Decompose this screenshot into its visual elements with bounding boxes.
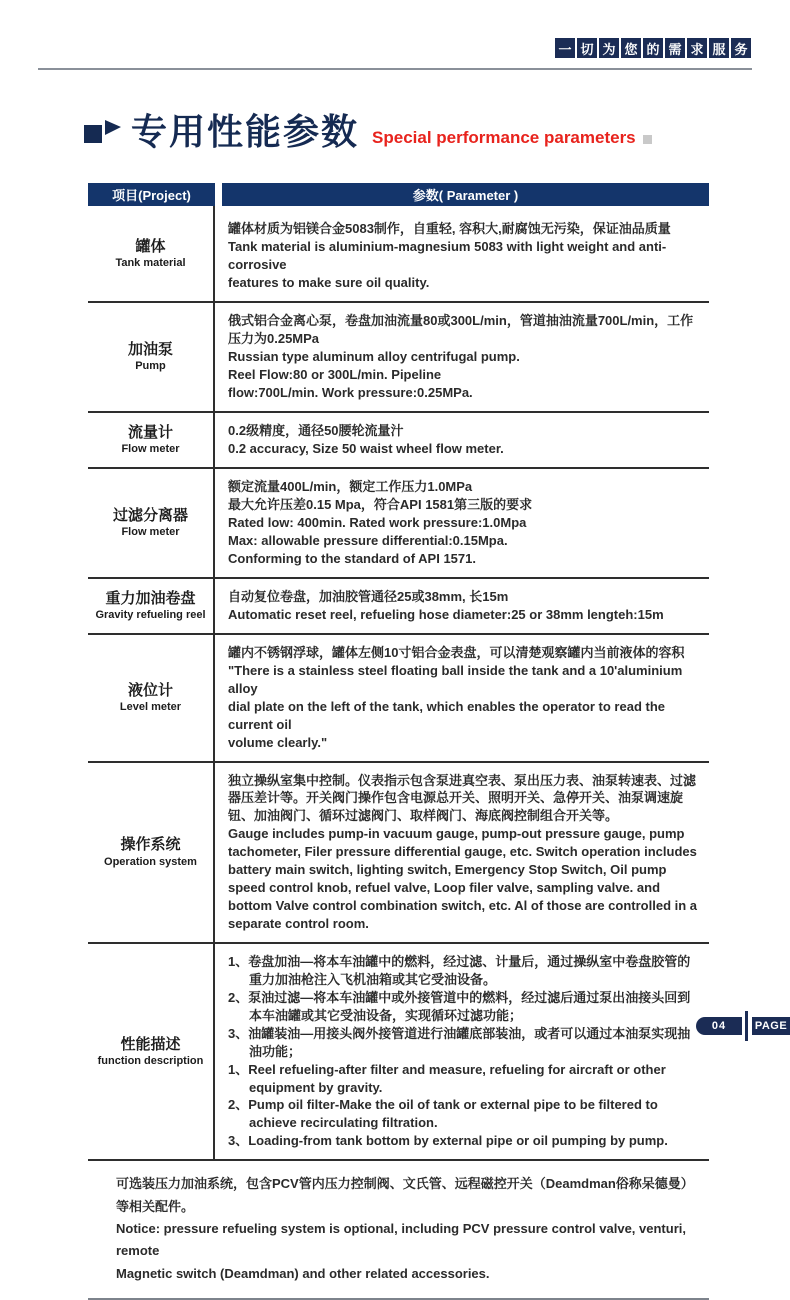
top-divider bbox=[38, 68, 752, 70]
notice-line: Magnetic switch (Deamdman) and other related accessories. bbox=[116, 1265, 490, 1281]
flag-icon bbox=[84, 117, 121, 150]
banner-char: 为 bbox=[599, 38, 619, 58]
row-parameter bbox=[215, 413, 709, 467]
row-line: 0.2 accuracy, Size 50 waist wheel flow meter. bbox=[228, 440, 504, 456]
page-badge bbox=[696, 1011, 790, 1041]
banner-char: 需 bbox=[665, 38, 685, 58]
row-line: 0.2级精度，通径50腰轮流量汁 bbox=[228, 422, 404, 438]
table-row-flow-meter bbox=[88, 413, 709, 469]
row-item: 1、卷盘加油—将本车油罐中的燃料，经过滤、计量后，通过操纵室中卷盘胶管的重力加油枪注入飞机油箱或其它受油设备。 bbox=[228, 953, 691, 987]
row-label-en: Tank material bbox=[115, 257, 186, 270]
page-number: 04 bbox=[696, 1017, 742, 1035]
row-item: 2、泵油过滤—将本车油罐中或外接管道中的燃料，经过滤后通过泵出油接头回到本车油罐或其它受油设备，实现循环过滤功能； bbox=[228, 989, 691, 1023]
table-header-project: 项目(Project) bbox=[88, 183, 215, 206]
notice-line: Notice: pressure refueling system is optional, including PCV pressure control valve, venturi, remote bbox=[116, 1220, 686, 1259]
table-row-tank-material bbox=[88, 206, 709, 303]
row-parameter bbox=[215, 469, 709, 577]
row-line: flow:700L/min. Work pressure:0.25MPa. bbox=[228, 384, 473, 400]
square-bullet-icon bbox=[643, 135, 652, 144]
main-content bbox=[88, 183, 709, 1300]
spec-table bbox=[88, 183, 709, 1161]
row-label bbox=[88, 469, 215, 577]
row-line: 额定流量400L/min，额定工作压力1.0MPa bbox=[228, 478, 473, 494]
table-row-gravity-reel bbox=[88, 579, 709, 635]
table-row-operation-system bbox=[88, 763, 709, 944]
row-label-zh: 液位计 bbox=[127, 681, 173, 699]
banner-char: 服 bbox=[709, 38, 729, 58]
row-item: 3、Loading-from tank bottom by external pipe or oil pumping by pump. bbox=[228, 1133, 668, 1149]
row-label-en: function description bbox=[97, 1055, 204, 1068]
row-line: Max: allowable pressure differential:0.15Mpa. bbox=[228, 532, 508, 548]
banner-char: 求 bbox=[687, 38, 707, 58]
row-parameter bbox=[215, 303, 709, 411]
row-label bbox=[88, 635, 215, 761]
row-line: 罐内不锈钢浮球，罐体左侧10寸铝合金表盘，可以清楚观察罐内当前液体的容积 bbox=[228, 644, 685, 660]
row-line: 俄式铝合金离心泵，卷盘加油流量80或300L/min，管道抽油流量700L/min，工作压力为0.25MPa bbox=[228, 312, 694, 346]
section-title bbox=[84, 111, 652, 152]
row-line: volume clearly." bbox=[228, 734, 328, 750]
banner-char: 您 bbox=[621, 38, 641, 58]
row-line: 独立操纵室集中控制。仪表指示包含泵进真空表、泵出压力表、油泵转速表、过滤器压差计等。开关阀门操作包含电源总开关、照明开关、急停开关、油泵调速旋钮、加油阀门、循环过滤阀门、取样阀门、海底阀控制组合开关等。 bbox=[228, 772, 697, 824]
row-parameter bbox=[215, 635, 709, 761]
row-label bbox=[88, 303, 215, 411]
table-row-pump bbox=[88, 303, 709, 413]
table-row-filter-separator bbox=[88, 469, 709, 579]
row-line: Automatic reset reel, refueling hose diameter:25 or 38mm lengteh:15m bbox=[228, 606, 664, 622]
row-item: 2、Pump oil filter-Make the oil of tank or external pipe to be filtered to achieve recirculating filtration. bbox=[228, 1097, 658, 1131]
row-label-en: Flow meter bbox=[121, 526, 180, 539]
row-line: dial plate on the left of the tank, which enables the operator to read the current oil bbox=[228, 698, 666, 732]
row-item: 1、Reel refueling-after filter and measure, refueling for aircraft or other equipment by gravity. bbox=[228, 1061, 666, 1095]
row-label-en: Operation system bbox=[104, 855, 197, 868]
row-label bbox=[88, 763, 215, 942]
row-label-zh: 过滤分离器 bbox=[112, 506, 188, 524]
row-label bbox=[88, 206, 215, 301]
table-header bbox=[88, 183, 709, 206]
row-line: Gauge includes pump-in vacuum gauge, pump-out pressure gauge, pump tachometer, Filer pressure differential gauge, etc. Switch operation includes battery main switch, lighting switch, Emergency Stop Switch, Oil pump speed control knob, refuel valve, Loop filer valve, sampling valve. and bottom Valve control combination switch, etc. Al of those are controlled in a separate control room. bbox=[228, 826, 698, 931]
banner-char: 切 bbox=[577, 38, 597, 58]
row-label-en: Pump bbox=[135, 360, 166, 373]
banner-char: 的 bbox=[643, 38, 663, 58]
row-parameter bbox=[215, 206, 709, 301]
page-badge-divider bbox=[745, 1011, 748, 1041]
row-line: Conforming to the standard of API 1571. bbox=[228, 550, 476, 566]
table-row-level-meter bbox=[88, 635, 709, 763]
row-label-zh: 加油泵 bbox=[127, 340, 173, 358]
table-row-function-description bbox=[88, 944, 709, 1161]
row-line: Rated low: 400min. Rated work pressure:1.0Mpa bbox=[228, 514, 527, 530]
notice-line: 可选装压力加油系统，包含PCV管内压力控制阀、文氏管、远程磁控开关（Deamdman俗称呆德曼）等相关配件。 bbox=[116, 1176, 694, 1214]
row-label-en: Level meter bbox=[119, 701, 182, 714]
row-label-en: Flow meter bbox=[121, 443, 180, 456]
page-title-en: Special performance parameters bbox=[372, 128, 636, 147]
row-line: Reel Flow:80 or 300L/min. Pipeline bbox=[228, 366, 442, 382]
table-header-parameter: 参数( Parameter ) bbox=[222, 183, 709, 206]
row-line: Russian type aluminum alloy centrifugal pump. bbox=[228, 348, 520, 364]
page-title-zh: 专用性能参数 bbox=[131, 111, 360, 152]
optional-system-notice bbox=[88, 1161, 709, 1298]
row-line: features to make sure oil quality. bbox=[228, 274, 430, 290]
row-label-zh: 操作系统 bbox=[120, 836, 181, 854]
banner-char: 务 bbox=[731, 38, 751, 58]
row-label-zh: 罐体 bbox=[135, 237, 166, 255]
service-slogan-banner bbox=[555, 38, 751, 58]
row-label bbox=[88, 579, 215, 633]
row-parameter bbox=[215, 579, 709, 633]
row-line: 最大允许压差0.15 Mpa，符合API 1581第三版的要求 bbox=[228, 496, 533, 512]
row-line: Tank material is aluminium-magnesium 5083 with light weight and anti-corrosive bbox=[228, 239, 667, 272]
row-label-zh: 流量计 bbox=[127, 423, 173, 441]
row-line: 自动复位卷盘，加油胶管通径25或38mm, 长15m bbox=[228, 588, 509, 604]
row-label bbox=[88, 413, 215, 467]
row-label-zh: 重力加油卷盘 bbox=[105, 589, 196, 607]
row-parameter bbox=[215, 763, 709, 942]
row-item: 3、油罐装油—用接头阀外接管道进行油罐底部装油，或者可以通过本油泵实现抽油功能； bbox=[228, 1025, 691, 1059]
row-label-zh: 性能描述 bbox=[120, 1035, 181, 1053]
page-label: PAGE bbox=[752, 1017, 790, 1035]
banner-char: 一 bbox=[555, 38, 575, 58]
row-line: 罐体材质为铝镁合金5083制作，自重轻, 容积大,耐腐蚀无污染，保证油品质量 bbox=[228, 221, 671, 236]
row-label-en: Gravity refueling reel bbox=[95, 609, 206, 622]
row-line: "There is a stainless steel floating ball inside the tank and a 10'aluminium alloy bbox=[228, 662, 683, 696]
